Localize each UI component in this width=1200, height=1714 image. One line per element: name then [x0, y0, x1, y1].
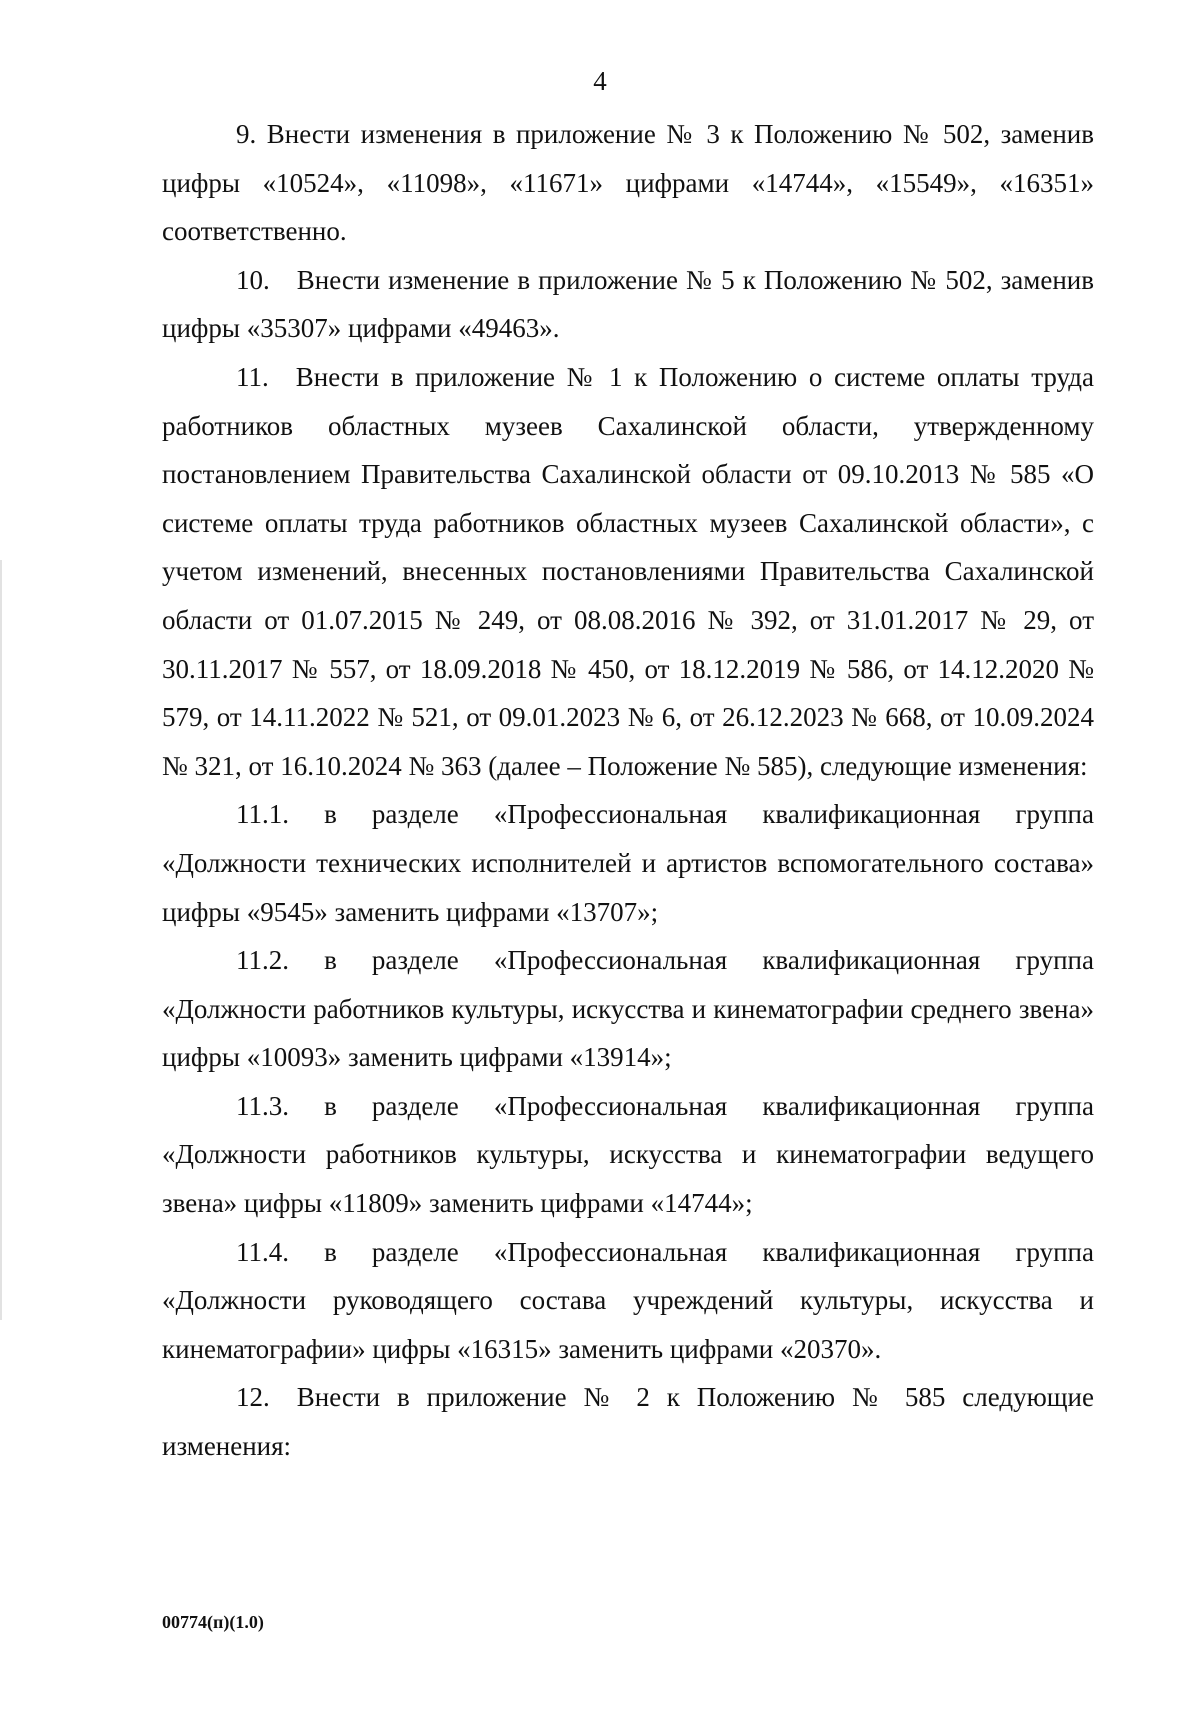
document-body [162, 110, 1094, 1471]
paragraph-11-1: 11.1. в разделе «Профессиональная квалификационная группа «Должности технических исполнителей и артистов вспомогательного состава» цифры «9545» заменить цифрами «13707»; [162, 799, 1094, 927]
document-code: 00774(п)(1.0) [162, 1612, 264, 1632]
page-number: 4 [593, 66, 607, 96]
paragraph-9: 9. Внести изменения в приложение № 3 к Положению № 502, заменив цифры «10524», «11098», «11671» цифрами «14744», «15549», «16351» соответственно. [162, 119, 1094, 247]
paragraph-12: 12. Внести в приложение № 2 к Положению № 585 следующие изменения: [162, 1382, 1094, 1462]
paragraph-10: 10. Внести изменение в приложение № 5 к Положению № 502, заменив цифры «35307» цифрами «49463». [162, 264, 1094, 344]
paragraph-11-4: 11.4. в разделе «Профессиональная квалификационная группа «Должности руководящего состава учреждений культуры, искусства и кинематографии» цифры «16315» заменить цифрами «20370». [162, 1236, 1094, 1364]
paragraph-11-3: 11.3. в разделе «Профессиональная квалификационная группа «Должности работников культуры, искусства и кинематографии ведущего звена» цифры «11809» заменить цифрами «14744»; [162, 1090, 1094, 1219]
paragraph-11-2: 11.2. в разделе «Профессиональная квалификационная группа «Должности работников культуры, искусства и кинематографии среднего звена» цифры «10093» заменить цифрами «13914»; [162, 945, 1094, 1073]
scan-edge-mark [0, 560, 2, 1320]
paragraph-11: 11. Внести в приложение № 1 к Положению о системе оплаты труда работников областных музеев Сахалинской области, утвержденному постановлением Правительства Сахалинской области от 09.10.2013 № 585 «О системе оплаты труда работников областных музеев Сахалинской области», с учетом изменений, внесенных постановлениями Правительства Сахалинской области от 01.07.2015 № 249, от 08.08.2016 № 392, от 31.01.2017 № 29, от 30.11.2017 № 557, от 18.09.2018 № 450, от 18.12.2019 № 586, от 14.12.2020 № 579, от 14.11.2022 № 521, от 09.01.2023 № 6, от 26.12.2023 № 668, от 10.09.2024 № 321, от 16.10.2024 № 363 (далее – Положение № 585), следующие изменения: [162, 361, 1094, 781]
